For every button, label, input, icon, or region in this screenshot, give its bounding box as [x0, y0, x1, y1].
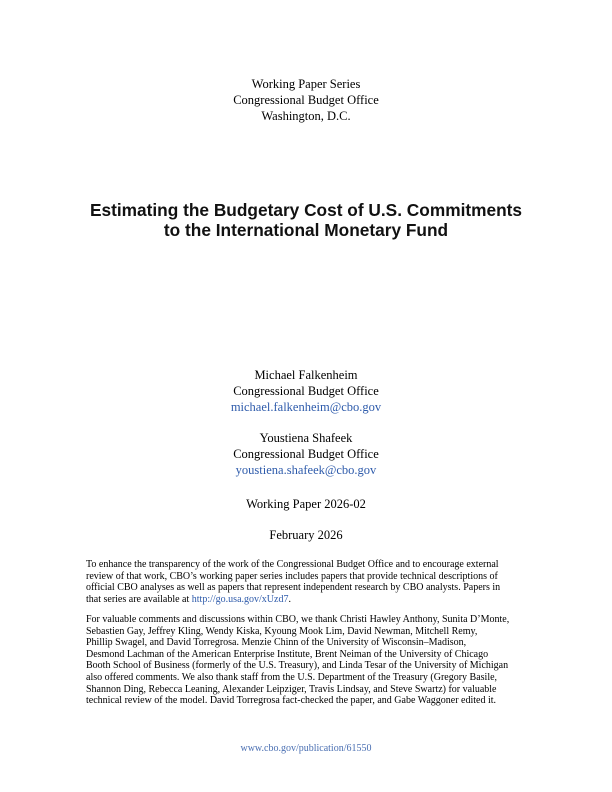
paragraph-line — [86, 594, 536, 606]
author-affiliation: Congressional Budget Office — [233, 384, 379, 398]
header-location: Washington, D.C. — [261, 109, 351, 123]
paper-number: Working Paper 2026-02 — [246, 497, 366, 511]
author-block-2 — [0, 430, 612, 478]
publication-url-link[interactable]: www.cbo.gov/publication/61550 — [240, 743, 372, 754]
paragraph-line: Phillip Swagel, and David Torregrosa. Menzie Chinn of the University of Wisconsin–Madison, — [86, 637, 467, 649]
series-header — [0, 76, 612, 124]
paragraph-line: Booth School of Business (formerly of the U.S. Treasury), and Linda Tesar of the University of Michigan — [86, 660, 509, 672]
header-organization: Congressional Budget Office — [233, 93, 379, 107]
footer — [0, 743, 612, 754]
paragraph-line: For valuable comments and discussions within CBO, we thank Christi Hawley Anthony, Sunita D’Monte, — [86, 614, 510, 625]
author-email-link[interactable]: youstiena.shafeek@cbo.gov — [235, 463, 377, 477]
working-papers-link[interactable]: http://go.usa.gov/xUzd7 — [191, 593, 289, 605]
paper-title — [0, 200, 612, 240]
paragraph-line: technical review of the model. David Torregrosa fact-checked the paper, and Gabe Waggoner edited it. — [86, 695, 497, 707]
series-name: Working Paper Series — [251, 77, 361, 91]
author-block-1 — [0, 367, 612, 415]
paragraph-line: Shannon Ding, Rebecca Leaning, Alexander Leipziger, Travis Lindsay, and Steve Swartz) for valuable — [86, 683, 497, 695]
transparency-paragraph — [86, 559, 536, 605]
paper-title-line-1: Estimating the Budgetary Cost of U.S. Commitments — [89, 200, 523, 220]
paper-title-line-2: to the International Monetary Fund — [163, 220, 449, 240]
acknowledgments-paragraph — [86, 614, 536, 707]
paragraph-line: also offered comments. We also thank staff from the U.S. Department of the Treasury (Gregory Basile, — [86, 671, 498, 683]
author-email-link[interactable]: michael.falkenheim@cbo.gov — [230, 400, 382, 414]
author-name: Youstiena Shafeek — [259, 431, 353, 445]
publication-date: February 2026 — [269, 528, 343, 542]
paragraph-line: Desmond Lachman of the American Enterprise Institute, Brent Neiman of the University of Chicago — [86, 648, 489, 660]
paragraph-line: To enhance the transparency of the work of the Congressional Budget Office and to encourage external — [86, 559, 499, 570]
author-name: Michael Falkenheim — [254, 368, 358, 382]
paragraph-line: review of that work, CBO’s working paper series includes papers that provide technical descriptions of — [86, 570, 498, 582]
paragraph-line: official CBO analyses as well as papers that represent independent research by CBO analysts. Papers in — [86, 582, 501, 594]
paragraph-text: that series are available at — [86, 593, 192, 605]
paragraph-text: . — [288, 593, 291, 605]
paragraph-line: Sebastien Gay, Jeffrey Kling, Wendy Kiska, Kyoung Mook Lim, David Newman, Mitchell Remy, — [86, 625, 478, 637]
author-affiliation: Congressional Budget Office — [233, 447, 379, 461]
